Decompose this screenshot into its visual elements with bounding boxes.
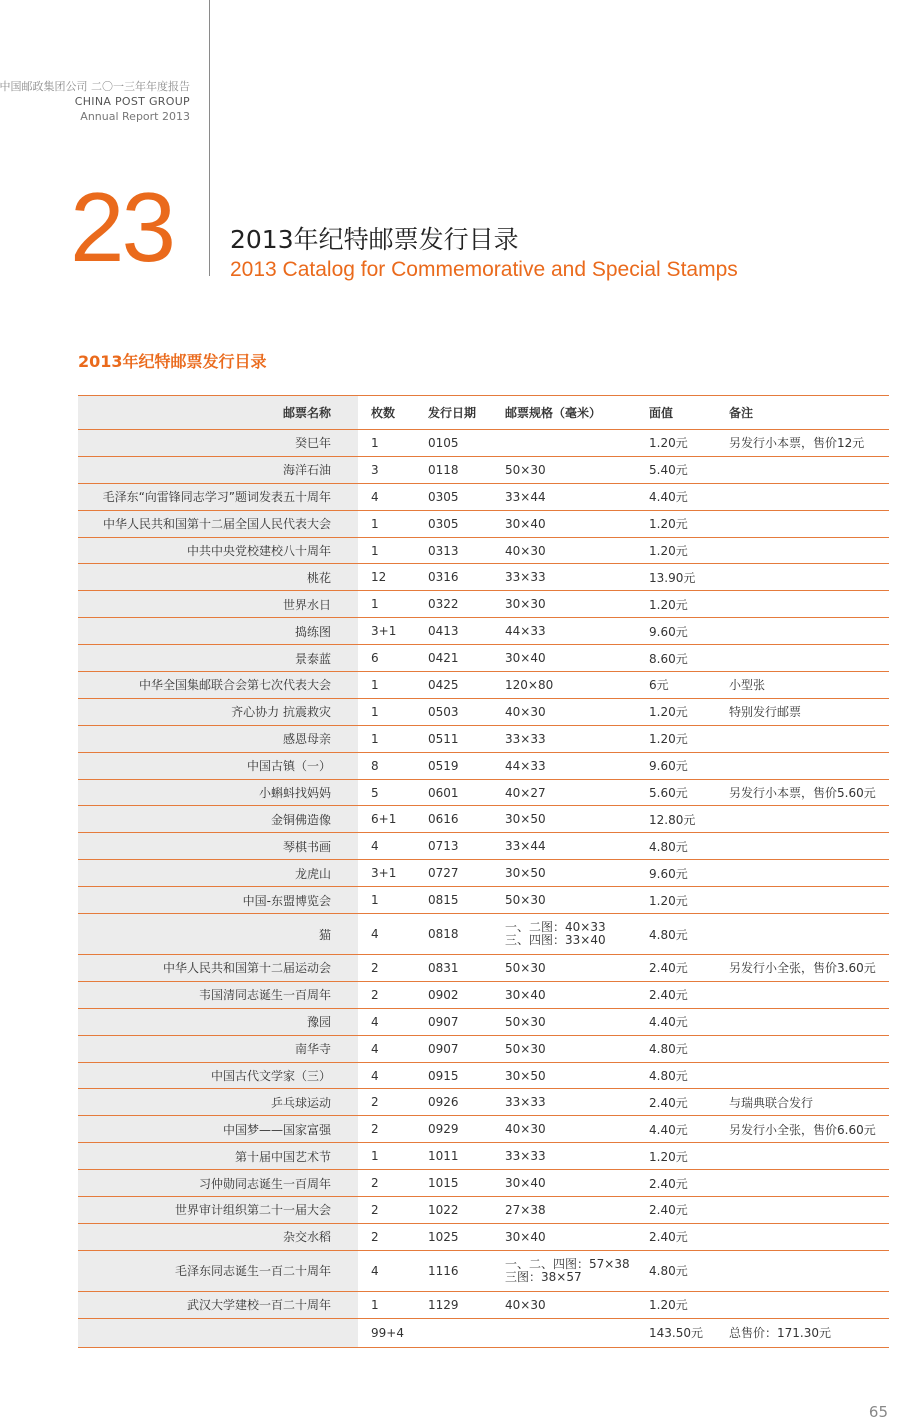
count-cell: 6+1 [358,806,415,833]
stamp-name-cell: 中国古代文学家（三） [78,1062,358,1089]
value-cell: 2.40元 [636,1197,716,1224]
total-value: 143.50元 [636,1318,716,1347]
value-cell: 4.40元 [636,483,716,510]
date-cell: 0616 [415,806,492,833]
table-row [78,1223,889,1250]
stamp-name-cell: 海洋石油 [78,456,358,483]
header-name: 邮票名称 [78,396,358,430]
table-row [78,1116,889,1143]
note-cell [716,618,889,645]
date-cell: 0105 [415,430,492,457]
count-cell: 3+1 [358,860,415,887]
stamp-name-cell: 南华寺 [78,1035,358,1062]
stamp-name-cell: 琴棋书画 [78,833,358,860]
note-cell [716,483,889,510]
section-title: 2013年纪特邮票发行目录 [78,352,267,371]
stamp-name-cell: 捣练图 [78,618,358,645]
stamp-name-cell: 毛泽东“向雷锋同志学习”题词发表五十周年 [78,483,358,510]
count-cell: 1 [358,510,415,537]
spec-cell: 40×30 [492,1116,636,1143]
count-cell: 1 [358,1291,415,1318]
table-row [78,779,889,806]
value-cell: 2.40元 [636,1223,716,1250]
stamp-name-cell: 感恩母亲 [78,725,358,752]
spec-cell: 27×38 [492,1197,636,1224]
count-cell: 1 [358,725,415,752]
chapter-number: 23 [70,172,174,282]
table-row [78,591,889,618]
table-row [78,430,889,457]
note-cell [716,1250,889,1291]
value-cell: 9.60元 [636,860,716,887]
note-cell: 特别发行邮票 [716,698,889,725]
date-cell: 0316 [415,564,492,591]
stamp-name-cell: 世界水日 [78,591,358,618]
date-cell: 0902 [415,981,492,1008]
count-cell: 1 [358,591,415,618]
note-cell [716,645,889,672]
stamp-name-cell: 韦国清同志诞生一百周年 [78,981,358,1008]
spec-cell: 40×27 [492,779,636,806]
count-cell: 1 [358,537,415,564]
count-cell: 6 [358,645,415,672]
spec-cell: 30×50 [492,860,636,887]
note-cell [716,914,889,955]
table-row [78,1197,889,1224]
count-cell: 1 [358,887,415,914]
date-cell: 0503 [415,698,492,725]
count-cell: 2 [358,1116,415,1143]
stamp-name-cell: 中国古镇（一） [78,752,358,779]
count-cell: 8 [358,752,415,779]
spec-cell [492,430,636,457]
spec-cell: 30×50 [492,806,636,833]
note-cell [716,1197,889,1224]
spec-cell: 33×33 [492,564,636,591]
note-cell [716,1143,889,1170]
stamp-catalog-table [78,395,889,1348]
value-cell: 13.90元 [636,564,716,591]
table-row [78,833,889,860]
total-count: 99+4 [358,1318,415,1347]
note-cell [716,887,889,914]
value-cell: 4.80元 [636,1250,716,1291]
stamp-name-cell: 习仲勋同志诞生一百周年 [78,1170,358,1197]
note-cell [716,1223,889,1250]
stamp-name-cell: 中华人民共和国第十二届运动会 [78,955,358,982]
spec-cell: 44×33 [492,752,636,779]
count-cell: 4 [358,1062,415,1089]
total-name-cell [78,1318,358,1347]
value-cell: 4.80元 [636,833,716,860]
header-note: 备注 [716,396,889,430]
spec-cell: 50×30 [492,1035,636,1062]
header-value: 面值 [636,396,716,430]
date-cell: 0519 [415,752,492,779]
stamp-name-cell: 乒乓球运动 [78,1089,358,1116]
date-cell: 0305 [415,483,492,510]
table-row [78,1250,889,1291]
value-cell: 5.60元 [636,779,716,806]
count-cell: 2 [358,955,415,982]
table-row [78,955,889,982]
count-cell: 1 [358,430,415,457]
date-cell: 1011 [415,1143,492,1170]
date-cell: 0818 [415,914,492,955]
date-cell: 1022 [415,1197,492,1224]
note-cell [716,1062,889,1089]
stamp-name-cell: 中华全国集邮联合会第七次代表大会 [78,672,358,699]
spec-cell: 33×44 [492,483,636,510]
chapter-title-cn: 2013年纪特邮票发行目录 [230,225,519,254]
spec-line: 一、二、四图：57×38 [505,1256,630,1271]
spec-cell: 30×40 [492,1170,636,1197]
value-cell: 4.40元 [636,1116,716,1143]
table-row [78,1008,889,1035]
stamp-name-cell: 猫 [78,914,358,955]
date-cell: 0727 [415,860,492,887]
spec-cell: 50×30 [492,887,636,914]
date-cell: 1015 [415,1170,492,1197]
table-row [78,564,889,591]
stamp-name-cell: 武汉大学建校一百二十周年 [78,1291,358,1318]
spec-line: 三图：38×57 [505,1269,582,1284]
spec-cell [492,914,636,955]
date-cell: 1129 [415,1291,492,1318]
spec-cell: 30×40 [492,981,636,1008]
spec-cell: 30×40 [492,1223,636,1250]
note-cell [716,456,889,483]
count-cell: 4 [358,1250,415,1291]
table-row [78,510,889,537]
table-row [78,483,889,510]
table-row [78,860,889,887]
count-cell: 2 [358,981,415,1008]
note-cell [716,1035,889,1062]
table-row [78,1035,889,1062]
value-cell: 4.80元 [636,914,716,955]
date-cell: 0421 [415,645,492,672]
date-cell: 0322 [415,591,492,618]
date-cell: 1116 [415,1250,492,1291]
header-report-en: Annual Report 2013 [80,110,190,123]
date-cell: 0118 [415,456,492,483]
note-cell [716,537,889,564]
date-cell: 0907 [415,1008,492,1035]
note-cell [716,725,889,752]
note-cell: 另发行小本票，售价5.60元 [716,779,889,806]
note-cell [716,860,889,887]
note-cell [716,806,889,833]
spec-line: 三、四图：33×40 [505,933,606,948]
table-row [78,456,889,483]
value-cell: 5.40元 [636,456,716,483]
date-cell: 0313 [415,537,492,564]
stamp-name-cell: 中国梦——国家富强 [78,1116,358,1143]
stamp-name-cell: 景泰蓝 [78,645,358,672]
value-cell: 2.40元 [636,981,716,1008]
value-cell: 1.20元 [636,591,716,618]
date-cell: 0815 [415,887,492,914]
stamp-name-cell: 杂交水稻 [78,1223,358,1250]
count-cell: 12 [358,564,415,591]
spec-cell: 30×50 [492,1062,636,1089]
header-count: 枚数 [358,396,415,430]
table-row [78,618,889,645]
value-cell: 4.80元 [636,1035,716,1062]
date-cell: 1025 [415,1223,492,1250]
count-cell: 3+1 [358,618,415,645]
note-cell [716,833,889,860]
date-cell: 0601 [415,779,492,806]
total-spec-cell [492,1318,636,1347]
note-cell [716,1170,889,1197]
spec-cell: 30×30 [492,591,636,618]
stamp-name-cell: 中华人民共和国第十二届全国人民代表大会 [78,510,358,537]
spec-cell: 33×33 [492,725,636,752]
spec-cell: 33×44 [492,833,636,860]
spec-cell: 30×40 [492,510,636,537]
table-row [78,981,889,1008]
table-row [78,914,889,955]
date-cell: 0511 [415,725,492,752]
count-cell: 3 [358,456,415,483]
table-row [78,725,889,752]
value-cell: 1.20元 [636,537,716,564]
stamp-name-cell: 豫园 [78,1008,358,1035]
value-cell: 12.80元 [636,806,716,833]
date-cell: 0907 [415,1035,492,1062]
value-cell: 1.20元 [636,1143,716,1170]
table-row [78,1291,889,1318]
value-cell: 1.20元 [636,430,716,457]
page-number: 65 [868,1403,888,1421]
date-cell: 0713 [415,833,492,860]
spec-line: 一、二图：40×33 [505,920,606,935]
note-cell [716,981,889,1008]
spec-cell: 40×30 [492,698,636,725]
value-cell: 2.40元 [636,955,716,982]
table-row [78,752,889,779]
header-divider-line [209,0,210,276]
spec-cell: 30×40 [492,645,636,672]
count-cell: 2 [358,1170,415,1197]
table-row [78,645,889,672]
spec-cell: 40×30 [492,537,636,564]
header-spec: 邮票规格（毫米） [492,396,636,430]
spec-cell: 40×30 [492,1291,636,1318]
date-cell: 0831 [415,955,492,982]
note-cell [716,1008,889,1035]
count-cell: 4 [358,1035,415,1062]
stamp-name-cell: 小蝌蚪找妈妈 [78,779,358,806]
table-header-row [78,396,889,430]
table-total-row [78,1318,889,1347]
spec-cell: 50×30 [492,1008,636,1035]
stamp-name-cell: 世界审计组织第二十一届大会 [78,1197,358,1224]
stamp-name-cell: 齐心协力 抗震救灾 [78,698,358,725]
date-cell: 0926 [415,1089,492,1116]
value-cell: 4.40元 [636,1008,716,1035]
note-cell [716,1291,889,1318]
value-cell: 1.20元 [636,725,716,752]
count-cell: 4 [358,1008,415,1035]
table-row [78,887,889,914]
count-cell: 4 [358,833,415,860]
value-cell: 1.20元 [636,887,716,914]
note-cell: 另发行小本票，售价12元 [716,430,889,457]
value-cell: 1.20元 [636,510,716,537]
stamp-name-cell: 龙虎山 [78,860,358,887]
header-company-cn: 中国邮政集团公司 二〇一三年年度报告 [0,80,190,93]
spec-cell [492,1250,636,1291]
count-cell: 1 [358,672,415,699]
value-cell: 9.60元 [636,752,716,779]
total-date-cell [415,1318,492,1347]
value-cell: 1.20元 [636,698,716,725]
value-cell: 6元 [636,672,716,699]
spec-cell: 50×30 [492,456,636,483]
note-cell: 小型张 [716,672,889,699]
table-row [78,1062,889,1089]
table-row [78,806,889,833]
count-cell: 1 [358,1143,415,1170]
value-cell: 9.60元 [636,618,716,645]
date-cell: 0929 [415,1116,492,1143]
total-note: 总售价：171.30元 [716,1318,889,1347]
date-cell: 0305 [415,510,492,537]
note-cell [716,752,889,779]
table-row [78,1143,889,1170]
note-cell: 另发行小全张，售价6.60元 [716,1116,889,1143]
value-cell: 2.40元 [636,1089,716,1116]
value-cell: 4.80元 [636,1062,716,1089]
table-row [78,1089,889,1116]
value-cell: 1.20元 [636,1291,716,1318]
value-cell: 8.60元 [636,645,716,672]
spec-cell: 120×80 [492,672,636,699]
note-cell [716,591,889,618]
note-cell: 另发行小全张，售价3.60元 [716,955,889,982]
count-cell: 4 [358,483,415,510]
stamp-name-cell: 第十届中国艺术节 [78,1143,358,1170]
header-company-en: CHINA POST GROUP [74,95,190,108]
date-cell: 0413 [415,618,492,645]
count-cell: 2 [358,1223,415,1250]
table-row [78,672,889,699]
spec-cell: 50×30 [492,955,636,982]
count-cell: 2 [358,1197,415,1224]
count-cell: 2 [358,1089,415,1116]
date-cell: 0915 [415,1062,492,1089]
table-row [78,537,889,564]
spec-cell: 33×33 [492,1089,636,1116]
count-cell: 4 [358,914,415,955]
header-date: 发行日期 [415,396,492,430]
note-cell: 与瑞典联合发行 [716,1089,889,1116]
stamp-name-cell: 金铜佛造像 [78,806,358,833]
stamp-name-cell: 毛泽东同志诞生一百二十周年 [78,1250,358,1291]
count-cell: 5 [358,779,415,806]
stamp-name-cell: 中国-东盟博览会 [78,887,358,914]
spec-cell: 33×33 [492,1143,636,1170]
value-cell: 2.40元 [636,1170,716,1197]
stamp-name-cell: 中共中央党校建校八十周年 [78,537,358,564]
chapter-title-en: 2013 Catalog for Commemorative and Special Stamps [230,258,738,281]
table-row [78,1170,889,1197]
note-cell [716,564,889,591]
note-cell [716,510,889,537]
table-row [78,698,889,725]
stamp-name-cell: 桃花 [78,564,358,591]
stamp-name-cell: 癸巳年 [78,430,358,457]
spec-cell: 44×33 [492,618,636,645]
date-cell: 0425 [415,672,492,699]
count-cell: 1 [358,698,415,725]
